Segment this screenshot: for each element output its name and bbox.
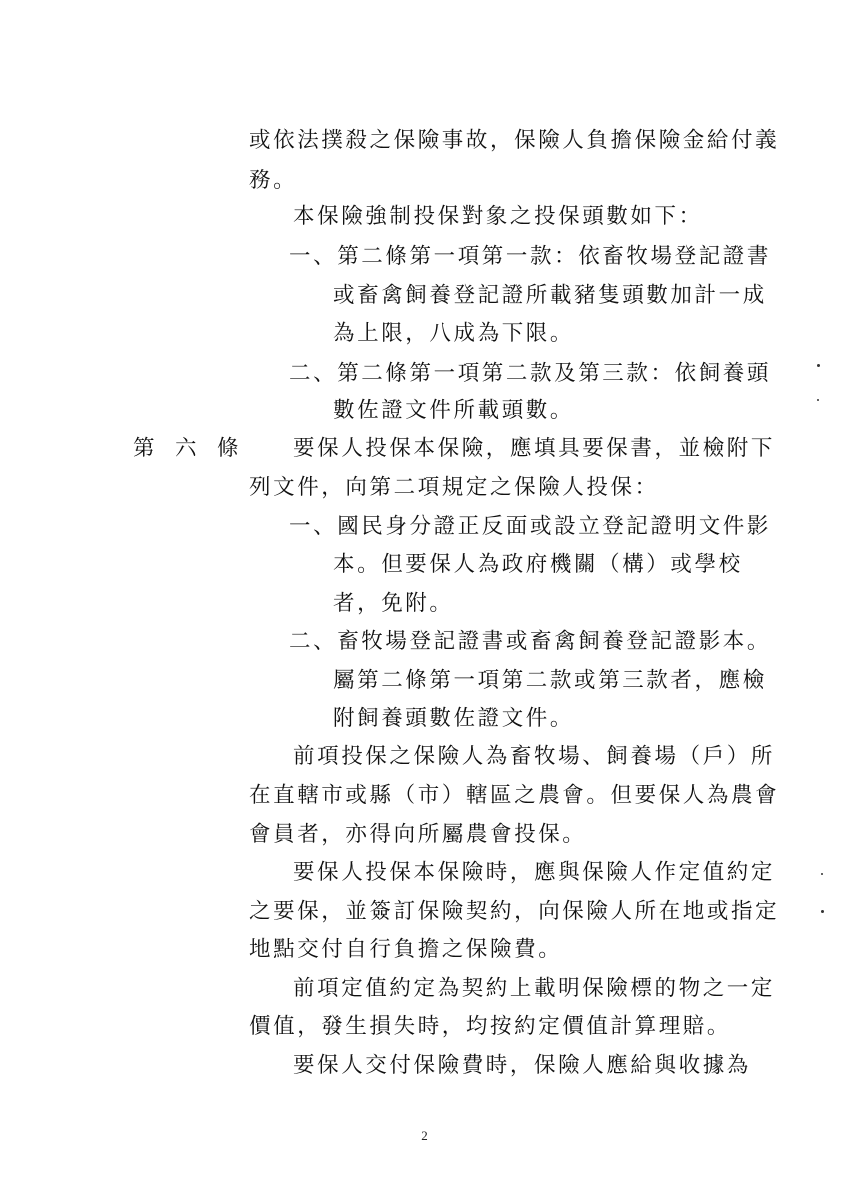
text-line: 附飼養頭數佐證文件。 — [333, 706, 575, 731]
article-text-line: 要保人投保本保險，應填具要保書，並檢附下 — [293, 436, 776, 461]
text-line: 在直轄市或縣（市）轄區之農會。但要保人為農會 — [249, 783, 780, 808]
text-line: 二、畜牧場登記證書或畜禽飼養登記證影本。 — [289, 629, 772, 654]
text-line: 或畜禽飼養登記證所載豬隻頭數加計一成 — [333, 283, 767, 308]
text-line: 價值，發生損失時，均按約定價值計算理賠。 — [249, 1014, 732, 1039]
text-line: 要保人交付保險費時，保險人應給與收據為 — [293, 1053, 751, 1078]
article-label-char: 六 — [175, 436, 197, 461]
text-line: 地點交付自行負擔之保險費。 — [249, 937, 563, 962]
text-line: 一、第二條第一項第一款：依畜牧場登記證書 — [289, 244, 772, 269]
article-label-char: 第 — [133, 436, 155, 461]
text-line: 本。但要保人為政府機關（構）或學校 — [333, 552, 743, 577]
article-label-char: 條 — [217, 436, 239, 461]
text-line: 數佐證文件所載頭數。 — [333, 398, 575, 423]
text-line: 一、國民身分證正反面或設立登記證明文件影 — [289, 514, 772, 539]
article-label — [133, 434, 259, 464]
text-line: 務。 — [249, 168, 298, 193]
text-line: 為上限，八成為下限。 — [333, 321, 575, 346]
text-line: 者，免附。 — [333, 591, 454, 616]
text-line: 會員者，亦得向所屬農會投保。 — [249, 822, 587, 847]
scan-speck — [821, 910, 824, 913]
page-number: 2 — [421, 1128, 428, 1143]
text-line: 屬第二條第一項第二款或第三款者，應檢 — [333, 668, 767, 693]
scan-speck — [821, 873, 823, 875]
text-line: 要保人投保本保險時，應與保險人作定值約定 — [293, 860, 776, 885]
text-line: 本保險強制投保對象之投保頭數如下： — [293, 204, 703, 229]
scan-speck — [817, 364, 820, 367]
text-line: 或依法撲殺之保險事故，保險人負擔保險金給付義 — [249, 128, 780, 153]
text-line: 列文件，向第二項規定之保險人投保： — [249, 475, 659, 500]
scan-speck — [817, 399, 819, 401]
text-line: 前項定值約定為契約上載明保險標的物之一定 — [293, 976, 776, 1001]
text-line: 之要保，並簽訂保險契約，向保險人所在地或指定 — [249, 899, 780, 924]
text-line: 二、第二條第一項第二款及第三款：依飼養頭 — [289, 361, 772, 386]
text-line: 前項投保之保險人為畜牧場、飼養場（戶）所 — [293, 744, 776, 769]
